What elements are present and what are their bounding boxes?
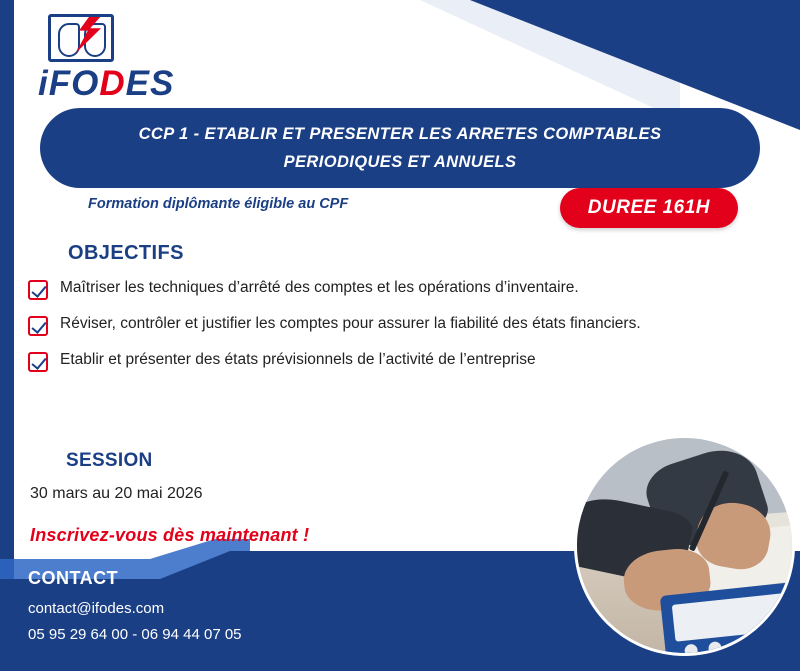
- list-item: [28, 278, 758, 300]
- duration-badge: DUREE 161H: [560, 188, 738, 228]
- logo: [38, 14, 218, 103]
- calculator-key: [755, 635, 769, 649]
- checkbox-icon: [28, 280, 48, 300]
- contact-phone[interactable]: 05 95 29 64 00 - 06 94 44 07 05: [28, 626, 242, 643]
- calculator-key: [731, 638, 745, 652]
- list-item: [28, 314, 758, 336]
- objective-text: Maîtriser les techniques d’arrêté des comptes et les opérations d’inventaire.: [60, 279, 579, 296]
- session-heading: SESSION: [66, 450, 153, 471]
- logo-text-part2: D: [99, 64, 126, 103]
- checkbox-icon: [28, 352, 48, 372]
- calculator-key: [707, 640, 721, 653]
- logo-text-part1: iFO: [38, 64, 100, 103]
- course-title-line1: CCP 1 - ETABLIR ET PRESENTER LES ARRETES COMPTABLES: [138, 124, 662, 143]
- two-faces-lightning-icon: [48, 14, 114, 62]
- contact-email[interactable]: contact@ifodes.com: [28, 600, 165, 617]
- course-title-line2: PERIODIQUES ET ANNUELS: [283, 153, 517, 171]
- call-to-action-text: Inscrivez-vous dès maintenant !: [30, 525, 310, 545]
- contact-heading: CONTACT: [28, 568, 119, 588]
- objective-text: Etablir et présenter des états prévisionnels de l’activité de l’entreprise: [60, 351, 536, 368]
- logo-wordmark: [38, 64, 218, 104]
- checkbox-icon: [28, 316, 48, 336]
- objectives-heading: OBJECTIFS: [68, 242, 184, 264]
- course-subtitle: Formation diplômante éligible au CPF: [88, 196, 349, 212]
- session-dates: 30 mars au 20 mai 2026: [30, 485, 203, 502]
- objectives-list: [28, 278, 758, 386]
- objective-text: Réviser, contrôler et justifier les comptes pour assurer la fiabilité des états financiers.: [60, 315, 641, 332]
- accountant-photo: [577, 438, 792, 653]
- calculator-key: [684, 643, 698, 653]
- list-item: [28, 350, 758, 372]
- logo-text-part3: ES: [125, 64, 175, 103]
- course-title-banner: [40, 108, 760, 188]
